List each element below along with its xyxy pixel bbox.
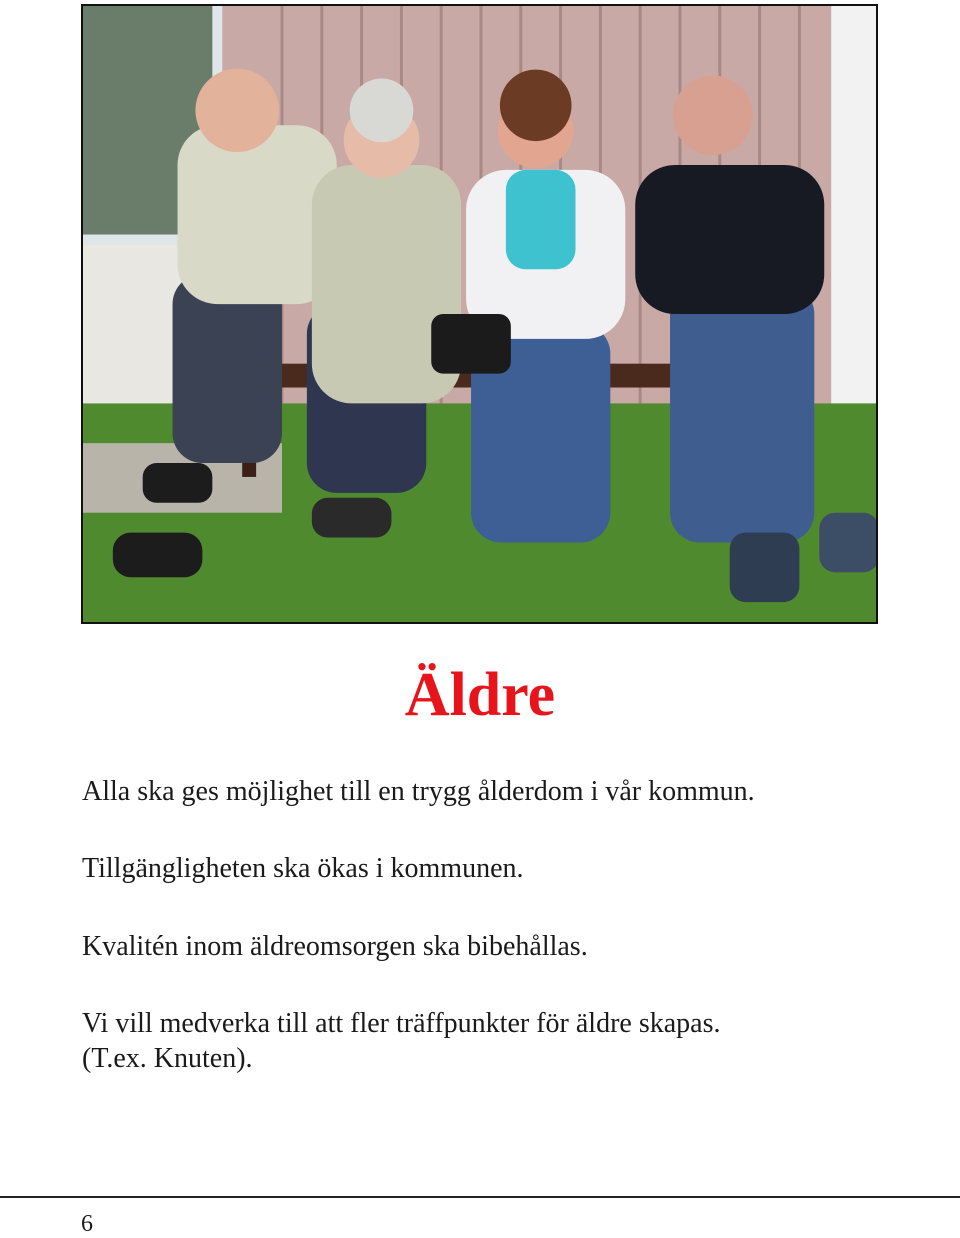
page-title: Äldre: [404, 661, 556, 729]
paragraph-trygg-alderdom: Alla ska ges möjlighet till en trygg ålderdom i vår kommun.: [82, 776, 755, 807]
paragraph-kvalitet: Kvalitén inom äldreomsorgen ska bibehållas.: [82, 931, 588, 962]
paragraph-traffpunkter: Vi vill medverka till att fler träffpunkter för äldre skapas. (T.ex. Knuten).: [82, 1008, 721, 1074]
paragraph-tillganglighet: Tillgängligheten ska ökas i kommunen.: [82, 853, 524, 884]
photo-illustration: [83, 6, 876, 622]
corner-post: [831, 6, 876, 403]
footer-rule: [0, 1196, 960, 1198]
page-number: 6: [81, 1211, 93, 1237]
photo-four-people-on-bench: [81, 4, 878, 624]
